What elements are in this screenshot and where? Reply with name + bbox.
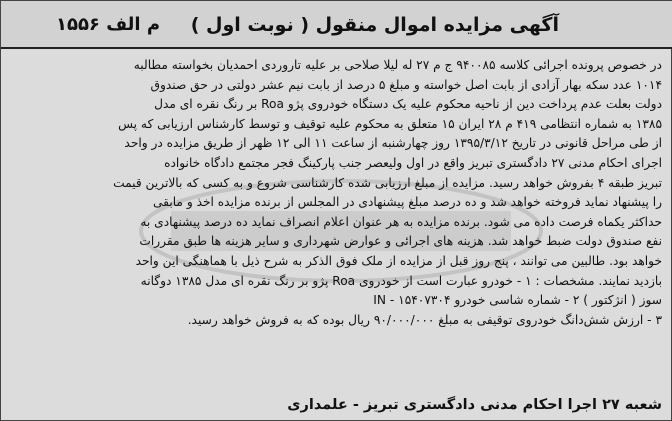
body-line: نفع صندوق دولت ضبط خواهد شد. هزینه های اجرائی و عوارض شهرداری و سایر هزینه ها طبق مقررات (139, 234, 662, 249)
notice-header (1, 1, 672, 49)
body-line: تبریز طبقه ۴ بفروش خواهد رسید. مزایده از مبلغ ارزیابی شده کارشناسی شروع و به کسی که بالاترین قیمت (113, 175, 662, 190)
body-line: خواهد بود. طالبین می توانند ، پنج روز قبل از مزایده از ملک فوق الذکر به شرح ذیل با هماهنگی این واحد (135, 253, 662, 268)
signature: شعبه ۲۷ اجرا احکام مدنی دادگستری تبریز - علمداری (287, 397, 662, 413)
body-line: سوز ( انژکتور ) ۲ - شماره شاسی خودرو ۱۵۴۰۷۳۰۴ - IN (373, 293, 662, 308)
body-line: ۱۰۱۴ عدد سکه بهار آزادی از بابت اصل خواسته و مبلغ ۵ درصد از بابت نیم عشر دولتی در حق صندوق (150, 77, 662, 92)
body-line: ۱۳۸۵ به شماره انتظامی ۴۱۹ م ۲۸ ایران ۱۵ متعلق به محکوم علیه توقیف و توسط کارشناس ارزیابی که پس (118, 116, 662, 131)
body-line: از طی مراحل قانونی در تاریخ ۱۳۹۵/۳/۱۲ روز چهارشنبه از ساعت ۱۱ الی ۱۲ ظهر از طریق مزایده در واحد (124, 136, 662, 151)
reference-number: م الف ۱۵۵۶ (55, 14, 161, 35)
body-line: را پیشنهاد نماید فروخته خواهد شد و ده درصد مبلغ پیشنهادی در المجلس از برنده مزایده اخذ و مابقی (153, 195, 662, 210)
body-line: ۳ - ارزش شش‌دانگ خودروی توقیفی به مبلغ ۹۰/۰۰۰/۰۰۰ ریال بوده که به فروش خواهد رسید. (187, 312, 662, 327)
notice-body (11, 56, 662, 376)
body-line: اجرای احکام مدنی ۲۷ دادگستری تبریز واقع در اول ولیعصر جنب پارکینگ فجر مجتمع دادگاه خانواده (164, 155, 662, 170)
body-line: در خصوص پرونده اجرائی کلاسه ۹۴۰۰۸۵ ج م ۲۷ له لیلا صلاحی بر علیه تاروردی احمدیان بخواسته مطالبه (133, 58, 662, 72)
notice-title: آگهی مزایده اموال منقول ( نوبت اول ) (190, 14, 559, 36)
body-line: حداکثر یکماه فرصت داده می شود. برنده مزایده به هر عنوان اعلام انصراف نماید ده درصد پیشنهادی به (140, 214, 662, 229)
body-line: دولت بعلت عدم پرداخت دین از ناحیه محکوم علیه یک دستگاه خودروی پژو Roa بر رنگ نقره ای مدل (154, 97, 662, 112)
body-line: بازدید نمایند. مشخصات : ۱ - خودرو عبارت است از خودروی Roa پژو بر رنگ نقره ای مدل ۱۳۸۵ دوگانه (140, 273, 662, 288)
